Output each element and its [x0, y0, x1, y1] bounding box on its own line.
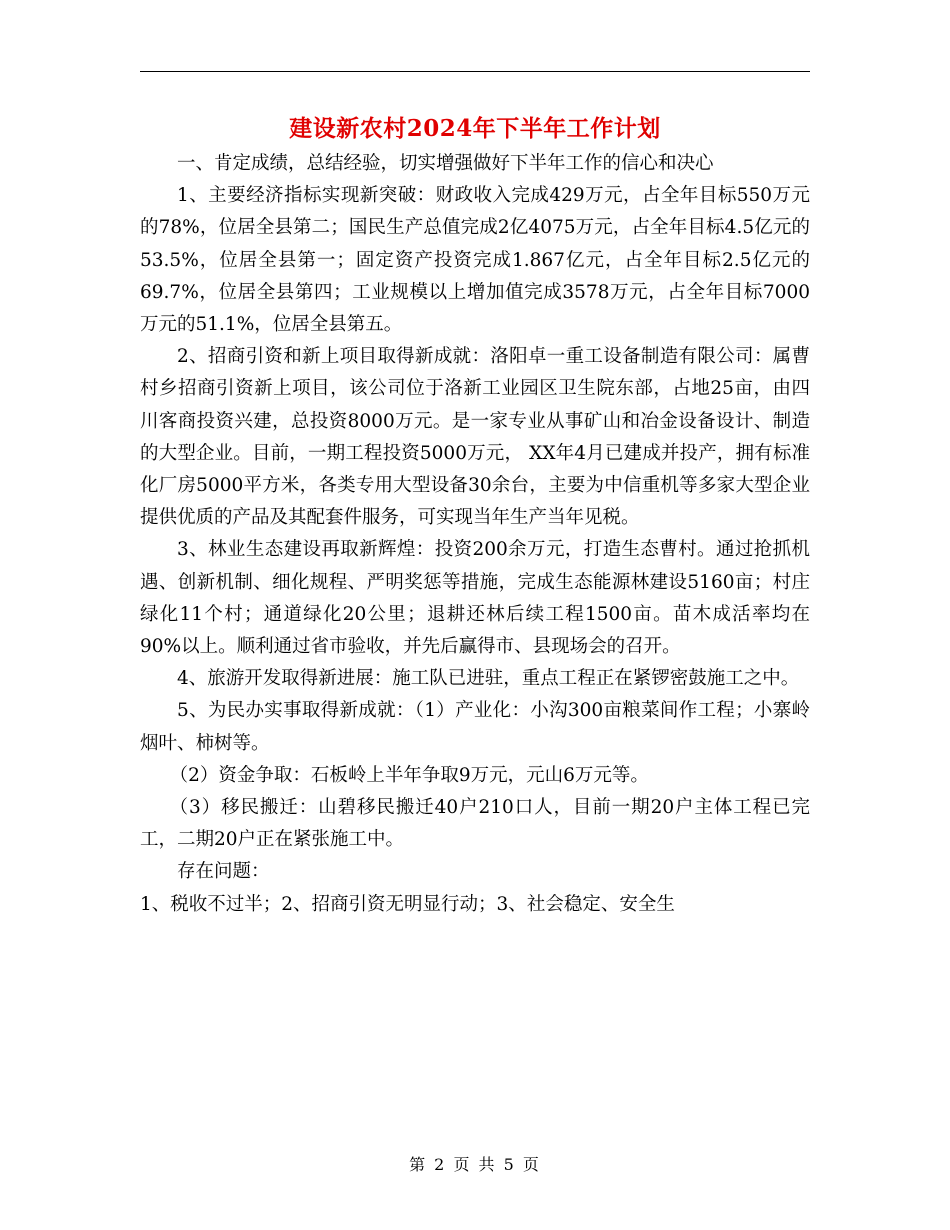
section-heading: 一、肯定成绩，总结经验，切实增强做好下半年工作的信心和决心 — [177, 153, 714, 174]
header-rule — [140, 71, 810, 72]
paragraph-funding: （2）资金争取：石板岭上半年争取9万元，元山6万元等。 — [169, 764, 649, 786]
paragraph-public-projects: 5、为民办实事取得新成就：（1）产业化：小沟300亩粮菜间作工程；小寨岭烟叶、柿树等。 — [140, 700, 810, 754]
paragraph-problems: 1、税收不过半；2、招商引资无明显行动；3、社会稳定、安全生 — [140, 893, 675, 915]
paragraph-investment: 2、招商引资和新上项目取得新成就：洛阳卓一重工设备制造有限公司：属曹村乡招商引资新上项目，该公司位于洛新工业园区卫生院东部，占地25亩，由四川客商投资兴建，总投资8000万元。是一家专业从事矿山和冶金设备设计、制造的大型企业。目前，一期工程投资5000万元， XX年4月已建成并投产，拥有标准化厂房5000平方米，各类专用大型设备30余台，主要为中信重机等多家大型企业提供优质的产品及其配套件服务，可实现当年生产当年见税。 — [140, 346, 810, 529]
paragraph-relocation: （3）移民搬迁：山碧移民搬迁40户210口人，目前一期20户主体工程已完工，二期20户正在紧张施工中。 — [140, 797, 810, 851]
paragraph-forestry: 3、林业生态建设再取新辉煌：投资200余万元，打造生态曹村。通过抢抓机遇、创新机制、细化规程、严明奖惩等措施，完成生态能源林建设5160亩；村庄绿化11个村；通道绿化20公里；退耕还林后续工程1500亩。苗木成活率均在90%以上。顺利通过省市验收，并先后赢得市、县现场会的召开。 — [140, 539, 810, 658]
document-title: 建设新农村2024年下半年工作计划 — [289, 115, 661, 142]
paragraph-tourism: 4、旅游开发取得新进展：施工队已进驻，重点工程正在紧锣密鼓施工之中。 — [177, 668, 800, 690]
page-number-footer: 第 2 页 共 5 页 — [409, 1155, 541, 1174]
problems-heading: 存在问题： — [177, 861, 270, 883]
document-body — [140, 148, 810, 921]
paragraph-economic-indicators: 1、主要经济指标实现新突破：财政收入完成429万元，占全年目标550万元的78%，位居全县第二；国民生产总值完成2亿4075万元，占全年目标4.5亿元的53.5%，位居全县第一；固定资产投资完成1.867亿元，占全年目标2.5亿元的69.7%，位居全县第四；工业规模以上增加值完成3578万元，占全年目标7000万元的51.1%，位居全县第五。 — [140, 185, 810, 336]
